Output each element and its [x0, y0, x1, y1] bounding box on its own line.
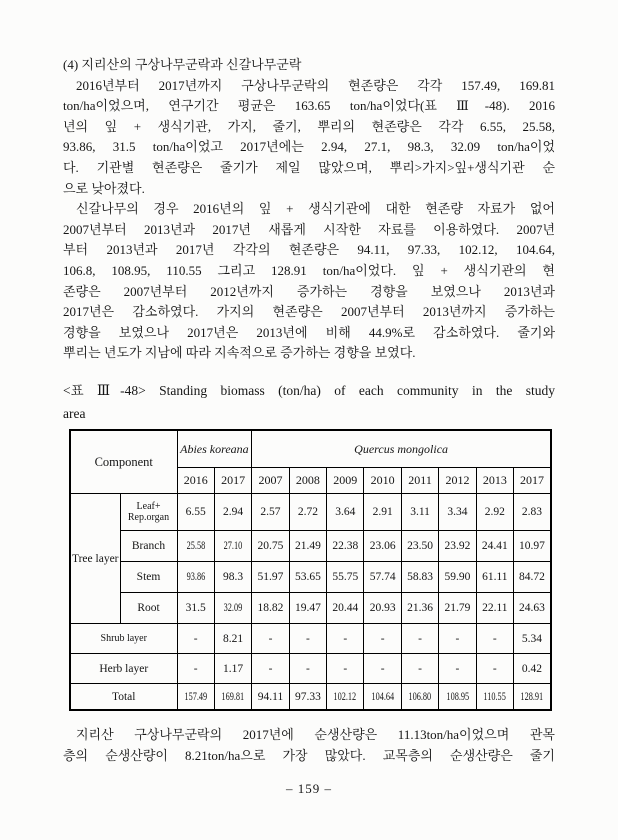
table-cell — [177, 684, 214, 710]
year-header-cell: 2010 — [364, 468, 401, 494]
cell-value: 21.79 — [444, 602, 471, 615]
cell-value: 93.86 — [186, 571, 206, 584]
table-cell — [364, 624, 401, 654]
text-line: 경향을 보였으나 2017년은 2013년에 비해 44.9%로 감소하였다. 줄기와 — [63, 324, 555, 340]
text-line: 2017년은 감소하였다. 가지의 현존량은 2007년부터 2013년까지 증가하는 — [63, 304, 555, 320]
table-cell — [514, 593, 551, 624]
year-header-cell: 2009 — [327, 468, 364, 494]
row-group-cell: Tree layer — [70, 494, 120, 624]
cell-value: 18.82 — [257, 602, 284, 615]
table-cell — [252, 624, 289, 654]
table-cell — [289, 494, 326, 531]
table-cell — [289, 624, 326, 654]
cell-value: 31.5 — [185, 602, 206, 615]
cell-value: 10.97 — [519, 540, 545, 553]
row-label-cell: Herb layer — [70, 654, 177, 684]
row-label-cell: Leaf+ Rep.organ — [120, 494, 177, 531]
year-header-cell: 2013 — [476, 468, 513, 494]
year-header-cell: 2017 — [514, 468, 551, 494]
cell-value: - — [343, 662, 348, 675]
text-line: <표 Ⅲ-48> Standing biomass (ton/ha) of each community in the study — [63, 382, 555, 398]
year-header-cell: 2007 — [252, 468, 289, 494]
table-cell — [439, 562, 476, 593]
cell-value: 21.36 — [407, 602, 433, 615]
cell-value: 25.58 — [186, 540, 206, 553]
text-line: 뿌리는 년도가 지남에 따라 지속적으로 증가하는 경향을 보였다. — [63, 345, 416, 361]
cell-value: 104.64 — [371, 690, 395, 703]
table-cell — [439, 494, 476, 531]
year-header-cell: 2016 — [177, 468, 214, 494]
cell-value: 20.44 — [332, 602, 359, 615]
table-row — [70, 624, 551, 654]
cell-value: 23.92 — [444, 540, 471, 553]
cell-value: 24.41 — [481, 540, 508, 553]
table-cell — [439, 624, 476, 654]
biomass-table — [69, 429, 552, 711]
table-row — [70, 494, 551, 531]
row-label-cell: Shrub layer — [70, 624, 177, 654]
table-header-row — [70, 430, 551, 468]
cell-value: 108.95 — [446, 690, 469, 703]
cell-value: 20.75 — [257, 540, 284, 553]
quercus-mongolica-header: Quercus mongolica — [252, 430, 551, 468]
table-cell — [289, 593, 326, 624]
cell-value: 84.72 — [519, 571, 545, 584]
biomass-table-container — [69, 429, 550, 711]
table-cell — [401, 624, 438, 654]
table-cell — [252, 654, 289, 684]
table-cell — [252, 531, 289, 562]
table-cell — [476, 531, 513, 562]
table-cell — [214, 654, 251, 684]
section-heading: (4) 지리산의 구상나무군락과 신갈나무군락 — [63, 57, 302, 72]
cell-value: 3.64 — [335, 506, 356, 519]
cell-value: 27.10 — [223, 540, 243, 553]
table-body — [70, 494, 551, 710]
table-cell — [401, 654, 438, 684]
component-header: Component — [70, 430, 177, 494]
cell-value: - — [418, 662, 422, 675]
text-line: 년의 잎 + 생식기관, 가지, 줄기, 뿌리의 현존량은 각각 6.55, 25.58, — [63, 118, 555, 134]
table-cell — [177, 494, 214, 531]
table-cell — [252, 684, 289, 710]
paragraph-npp — [63, 725, 555, 766]
cell-value: - — [193, 662, 198, 675]
table-row — [70, 562, 551, 593]
table-caption — [63, 379, 555, 425]
table-cell — [476, 562, 513, 593]
cell-value: 98.3 — [223, 571, 244, 584]
table-cell — [514, 684, 551, 710]
table-cell — [364, 684, 401, 710]
cell-value: 102.12 — [333, 690, 357, 703]
cell-value: 1.17 — [223, 662, 244, 675]
text-line: 93.86, 31.5 ton/ha이었고 2017년에는 2.94, 27.1, 98.3, 32.09 ton/ha이었 — [63, 139, 555, 155]
table-cell — [252, 562, 289, 593]
text-line: 2007년부터 2013년과 2017년 새롭게 시작한 자료를 이용하였다. 2007년 — [63, 221, 555, 237]
cell-value: - — [268, 662, 273, 675]
text-line: 다. 기관별 현존량은 줄기가 제일 많았으며, 뿌리>가지>잎+생식기관 순 — [63, 159, 555, 175]
cell-value: - — [305, 632, 310, 645]
cell-value: 24.63 — [519, 602, 545, 615]
table-cell — [476, 593, 513, 624]
text-line: ton/ha이었으며, 연구기간 평균은 163.65 ton/ha이었다(표 Ⅲ-48). 2016 — [63, 98, 555, 114]
table-row — [70, 684, 551, 710]
cell-value: - — [305, 662, 310, 675]
cell-value: - — [418, 632, 422, 645]
table-cell — [439, 531, 476, 562]
cell-value: - — [193, 632, 198, 645]
text-line: 부터 2013년과 2017년 각각의 현존량은 94.11, 97.33, 102.12, 104.64, — [63, 242, 555, 258]
table-cell — [364, 531, 401, 562]
paragraph-singal — [63, 199, 555, 364]
table-cell — [327, 684, 364, 710]
table-cell — [327, 562, 364, 593]
text-line: 으로 낮아졌다. — [63, 180, 145, 196]
table-cell — [327, 593, 364, 624]
row-label-cell: Branch — [120, 531, 177, 562]
text-line: 존량은 2007년부터 2012년까지 증가하는 경향을 보였으나 2013년과 — [63, 283, 555, 299]
page-content — [63, 55, 555, 766]
table-cell — [327, 654, 364, 684]
cell-value: 106.80 — [408, 690, 432, 703]
table-cell — [514, 531, 551, 562]
table-cell — [514, 624, 551, 654]
table-cell — [177, 624, 214, 654]
cell-value: 2.83 — [521, 506, 543, 519]
cell-value: 110.55 — [483, 690, 507, 703]
text-line: 106.8, 108.95, 110.55 그리고 128.91 ton/ha이었다. 잎 + 생식기관의 현 — [63, 262, 555, 278]
cell-value: 51.97 — [257, 571, 284, 584]
cell-value: 6.55 — [185, 506, 206, 519]
table-cell — [214, 562, 251, 593]
table-cell — [439, 684, 476, 710]
cell-value: 21.49 — [294, 540, 321, 553]
cell-value: - — [455, 662, 460, 675]
year-header-cell: 2012 — [439, 468, 476, 494]
cell-value: - — [380, 632, 385, 645]
cell-value: 2.57 — [260, 506, 281, 519]
table-cell — [476, 494, 513, 531]
cell-value: 23.50 — [407, 540, 433, 553]
cell-value: 55.75 — [332, 571, 359, 584]
table-cell — [364, 494, 401, 531]
table-cell — [214, 494, 251, 531]
table-cell — [364, 593, 401, 624]
table-cell — [401, 494, 438, 531]
year-header-cell: 2011 — [401, 468, 438, 494]
cell-value: - — [492, 662, 497, 675]
cell-value: 2.92 — [484, 506, 505, 519]
table-cell — [289, 562, 326, 593]
cell-value: 128.91 — [520, 690, 544, 703]
cell-value: 0.42 — [521, 662, 543, 675]
cell-value: - — [492, 632, 497, 645]
cell-value: - — [455, 632, 460, 645]
text-line: 지리산 구상나무군락의 2017년에 순생산량은 11.13ton/ha이었으며 관목 — [76, 726, 555, 742]
cell-value: 59.90 — [444, 571, 471, 584]
text-line: 신갈나무의 경우 2016년의 잎 + 생식기관에 대한 현존량 자료가 없어 — [76, 201, 555, 217]
cell-value: - — [380, 662, 385, 675]
cell-value: 3.11 — [410, 506, 430, 519]
table-cell — [289, 654, 326, 684]
table-cell — [252, 494, 289, 531]
row-label-cell: Stem — [120, 562, 177, 593]
table-cell — [289, 684, 326, 710]
table-cell — [289, 531, 326, 562]
cell-value: 169.81 — [221, 690, 245, 703]
table-row — [70, 654, 551, 684]
cell-value: - — [268, 632, 273, 645]
table-cell — [476, 684, 513, 710]
text-line: 층의 순생산량이 8.21ton/ha으로 가장 많았다. 교목층의 순생산량은 줄기 — [63, 747, 555, 763]
cell-value: 53.65 — [294, 571, 321, 584]
table-cell — [327, 531, 364, 562]
cell-value: 20.93 — [369, 602, 396, 615]
table-cell — [214, 684, 251, 710]
cell-value: - — [343, 632, 348, 645]
cell-value: 22.38 — [332, 540, 359, 553]
table-cell — [439, 593, 476, 624]
text-line: 2016년부터 2017년까지 구상나무군락의 현존량은 각각 157.49, 169.81 — [76, 77, 555, 93]
table-cell — [401, 593, 438, 624]
year-header-cell: 2008 — [289, 468, 326, 494]
table-cell — [514, 562, 551, 593]
cell-value: 94.11 — [257, 690, 284, 703]
table-cell — [364, 654, 401, 684]
table-cell — [177, 593, 214, 624]
table-cell — [252, 593, 289, 624]
cell-value: 3.34 — [447, 506, 468, 519]
cell-value: 19.47 — [294, 602, 321, 615]
table-cell — [401, 684, 438, 710]
cell-value: 23.06 — [369, 540, 396, 553]
table-cell — [214, 531, 251, 562]
row-label-cell: Root — [120, 593, 177, 624]
cell-value: 157.49 — [184, 690, 208, 703]
table-cell — [177, 562, 214, 593]
cell-value: 2.72 — [297, 506, 318, 519]
cell-value: 8.21 — [223, 632, 244, 645]
cell-value: 22.11 — [482, 602, 508, 615]
table-cell — [327, 494, 364, 531]
abies-koreana-header: Abies koreana — [177, 430, 252, 468]
table-row — [70, 593, 551, 624]
cell-value: 2.91 — [372, 506, 393, 519]
cell-value: 57.74 — [369, 571, 396, 584]
table-cell — [177, 531, 214, 562]
page-number: – 159 – — [286, 781, 332, 796]
cell-value: 32.09 — [223, 602, 243, 615]
table-row — [70, 531, 551, 562]
table-cell — [214, 593, 251, 624]
table-cell — [476, 654, 513, 684]
cell-value: 58.83 — [407, 571, 433, 584]
year-header-cell: 2017 — [214, 468, 251, 494]
table-cell — [401, 562, 438, 593]
table-cell — [439, 654, 476, 684]
table-cell — [327, 624, 364, 654]
table-cell — [177, 654, 214, 684]
cell-value: 97.33 — [294, 690, 321, 703]
cell-value: 5.34 — [521, 632, 543, 645]
table-cell — [364, 562, 401, 593]
table-cell — [514, 654, 551, 684]
table-cell — [514, 494, 551, 531]
table-cell — [401, 531, 438, 562]
paragraph-gusang — [63, 76, 555, 200]
table-cell — [214, 624, 251, 654]
cell-value: 2.94 — [223, 506, 244, 519]
table-cell — [476, 624, 513, 654]
row-label-cell: Total — [70, 684, 177, 710]
text-line: area — [63, 405, 86, 421]
cell-value: 61.11 — [482, 571, 508, 584]
